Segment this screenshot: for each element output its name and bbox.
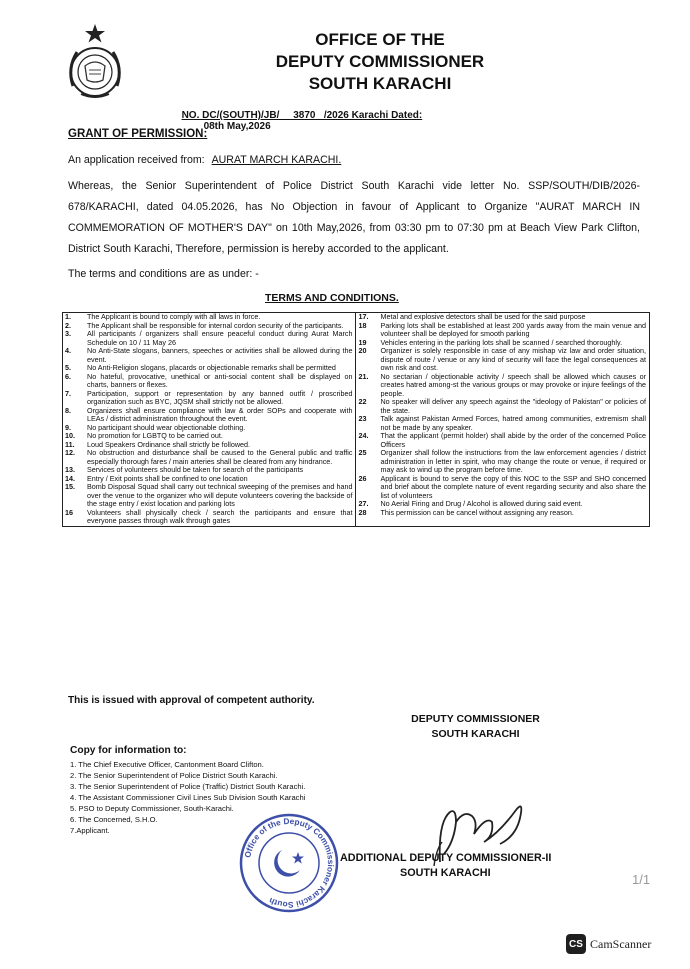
term-item [356,415,649,432]
term-number: 19 [358,337,367,347]
term-text: The Applicant shall be responsible for internal cordon security of the participants. [87,320,344,330]
government-seal-icon [55,22,135,102]
term-item [63,407,355,424]
term-text: Volunteers shall physically check / search the participants and ensure that everyone passes through walk through gates [87,507,353,525]
terms-heading: TERMS AND CONDITIONS. [265,292,399,304]
term-item [356,509,649,518]
term-item [63,373,355,390]
term-text: Bomb Disposal Squad shall carry out technical sweeping of the premises and hand over the venue to the organizer who will depute volunteers covering the backside of the stage entry / exist location and parking lots [87,482,353,508]
term-number: 22 [358,397,367,406]
camscanner-label: CamScanner [590,936,652,951]
term-number: 11. [65,439,75,449]
term-text: No Anti-Religion slogans, placards or objectionable remarks shall be permitted [87,363,336,372]
additional-signatory [340,851,551,881]
camscanner-logo-icon [566,934,586,954]
term-item [356,373,649,399]
term-number: 9. [65,422,71,432]
svg-text:Office of the Deputy Commissio [242,816,336,910]
term-item [356,398,649,415]
reference-date: 08th May,2026 [203,121,271,132]
term-number: 16 [65,507,73,517]
term-text: That the applicant (permit holder) shall abide by the order of the concerned Police Officers [380,431,646,449]
term-number: 23 [358,414,367,423]
office-title-line2: DEPUTY COMMISSIONER [275,52,485,71]
term-number: 1. [65,312,71,321]
office-title-line1: OFFICE OF THE [315,30,445,49]
term-text: Parking lots shall be established at least 200 yards away from the main venue and volunteer shall be deployed for smooth parking [380,320,646,338]
term-item [63,449,355,466]
term-number: 10. [65,431,75,440]
body-paragraph: Whereas, the Senior Superintendent of Police District South Karachi vide letter No. SSP/SOUTH/DIB/2026-678/KARACHI, dated 04.05.2026, has No Objection in favour of Applicant to Organize "AURAT MARCH IN COMMEMORATION OF MOTHER'S DAY" on 10th May,2026, from 03:30 pm to 07:30 pm at Beach View Park Clifton, District South Karachi, Therefore, permission is hereby accorded to the applicant. [68,180,640,255]
terms-intro: The terms and conditions are as under: - [68,268,259,280]
camscanner-logo-letters: CS [569,938,583,950]
term-number: 27. [358,499,369,508]
term-text: Metal and explosive detectors shall be used for the said purpose [380,312,586,321]
term-number: 15. [65,482,75,491]
term-number: 13. [65,465,75,474]
term-number: 2. [65,320,71,330]
application-line [68,154,341,166]
term-item [63,483,355,509]
term-text: Organizers shall ensure compliance with law & order SOPs and cooperate with LEAs / district administration throughout the event. [87,405,353,423]
terms-right-column [356,313,650,527]
signatory-line1: DEPUTY COMMISSIONER [411,713,540,725]
term-item [356,449,649,475]
term-number: 6. [65,371,71,381]
term-text: This permission can be cancel without assigning any reason. [380,507,574,517]
application-label: An application received from: [68,154,205,166]
term-number: 5. [65,363,71,372]
term-text: The Applicant is bound to comply with all laws in force. [87,312,261,321]
term-text: Entry / Exit points shall be confined to one location [87,473,248,483]
term-text: Talk against Pakistan Armed Forces, hatred among communities, extremism shall not be made by any speaker. [380,414,646,432]
copy-list-item: 5. PSO to Deputy Commissioner, South-Karachi. [70,804,234,813]
reference-number-text: NO. DC/(SOUTH)/JB/ 3870 /2026 Karachi Dated: [181,110,423,121]
term-item [356,347,649,373]
camscanner-watermark [566,934,651,954]
term-number: 26 [358,473,367,483]
copy-list-item: 1. The Chief Executive Officer, Cantonment Board Clifton. [70,760,264,769]
term-number: 18 [358,320,367,330]
stamp-text: Office of the Deputy Commissioner Karachi South [242,815,337,911]
term-text: All participants / organizers shall ensure peaceful conduct during Aurat March Schedule on 10 / 11 May 26 [87,329,353,347]
term-text: Loud Speakers Ordinance shall strictly be followed. [87,439,251,449]
grant-heading: GRANT OF PERMISSION: [68,128,208,140]
term-item [63,347,355,364]
term-item [63,390,355,407]
copy-list-item: 7.Applicant. [70,826,110,835]
term-number: 17. [358,312,369,321]
term-number: 24. [358,431,369,440]
term-number: 4. [65,346,71,355]
term-text: No sectarian / objectionable activity / speech shall be allowed which causes or creates hatred among-st the various groups or may provoke or injure feelings of the people. [380,371,646,398]
term-number: 8. [65,405,71,415]
term-number: 3. [65,329,71,338]
term-number: 25 [358,448,367,457]
copy-list-item: 2. The Senior Superintendent of Police District South Karachi. [70,771,278,780]
copy-heading: Copy for information to: [70,745,187,756]
term-text: No Aerial Firing and Drug / Alcohol is allowed during said event. [380,499,583,508]
term-text: Vehicles entering in the parking lots shall be scanned / searched thoroughly. [380,337,623,347]
term-number: 28 [358,507,367,517]
term-number: 20 [358,346,367,355]
term-item [63,509,355,526]
term-text: Services of volunteers should be taken for search of the participants [87,465,304,474]
term-number: 7. [65,388,71,398]
term-text: Participation, support or representation by any banned outfit / proscribed organization such as BYC, JQSM shall strictly not be allowed. [87,388,353,406]
reference-number [176,99,422,132]
term-number: 21. [358,371,369,381]
applicant-name: AURAT MARCH KARACHI. [211,154,342,166]
term-item [356,322,649,339]
signatory-line2: SOUTH KARACHI [431,728,520,740]
office-title-line3: SOUTH KARACHI [308,74,452,93]
term-text: No promotion for LGBTQ to be carried out. [87,431,223,440]
copy-list-item: 6. The Concerned, S.H.O. [70,815,158,824]
term-text: Organizer is solely responsible in case of any mishap viz law and order situation, dispute of route / venue or any kind of security will face the legal consequences at own risk and cost. [380,346,646,372]
term-text: Organizer shall follow the instructions from the law enforcement agencies / district administration in letter in spirit, who may change the route or venue, if required or may ask to wind up the program before time. [380,448,646,474]
terms-table [62,312,650,527]
term-text: No obstruction and disturbance shall be caused to the General public and traffic especially thorough fares / main arteries shall be cleared from any hindrance. [87,448,353,466]
term-text: No hateful, provocative, unethical or anti-social content shall be displayed on charts, banners or flexes. [87,371,353,389]
term-text: No speaker will deliver any speech against the "ideology of Pakistan" or policies of the state. [380,397,646,415]
term-item [356,475,649,501]
term-text: No participant should wear objectionable clothing. [87,422,246,432]
term-item [63,330,355,347]
approval-line: This is issued with approval of competent authority. [68,695,315,706]
terms-left-column [63,313,356,527]
term-text: Applicant is bound to serve the copy of this NOC to the SSP and SHO concerned and brief about the complete nature of event regarding security and also share the list of volunteers [380,473,646,500]
additional-signatory-line1: ADDITIONAL DEPUTY COMMISSIONER-II [340,852,552,864]
office-stamp-icon [238,812,340,914]
term-text: No Anti-State slogans, banners, speeches or activities shall be allowed during the event. [87,346,353,364]
signatory-title [388,712,563,742]
term-number: 12. [65,448,75,457]
additional-signatory-line2: SOUTH KARACHI [400,867,491,879]
page-counter: 1/1 [632,872,651,887]
term-number: 14. [65,473,75,483]
copy-list-item: 3. The Senior Superintendent of Police (Traffic) District South Karachi. [70,782,306,791]
copy-list-item: 4. The Assistant Commissioner Civil Lines Sub Division South Karachi [70,793,306,802]
term-item [356,432,649,449]
